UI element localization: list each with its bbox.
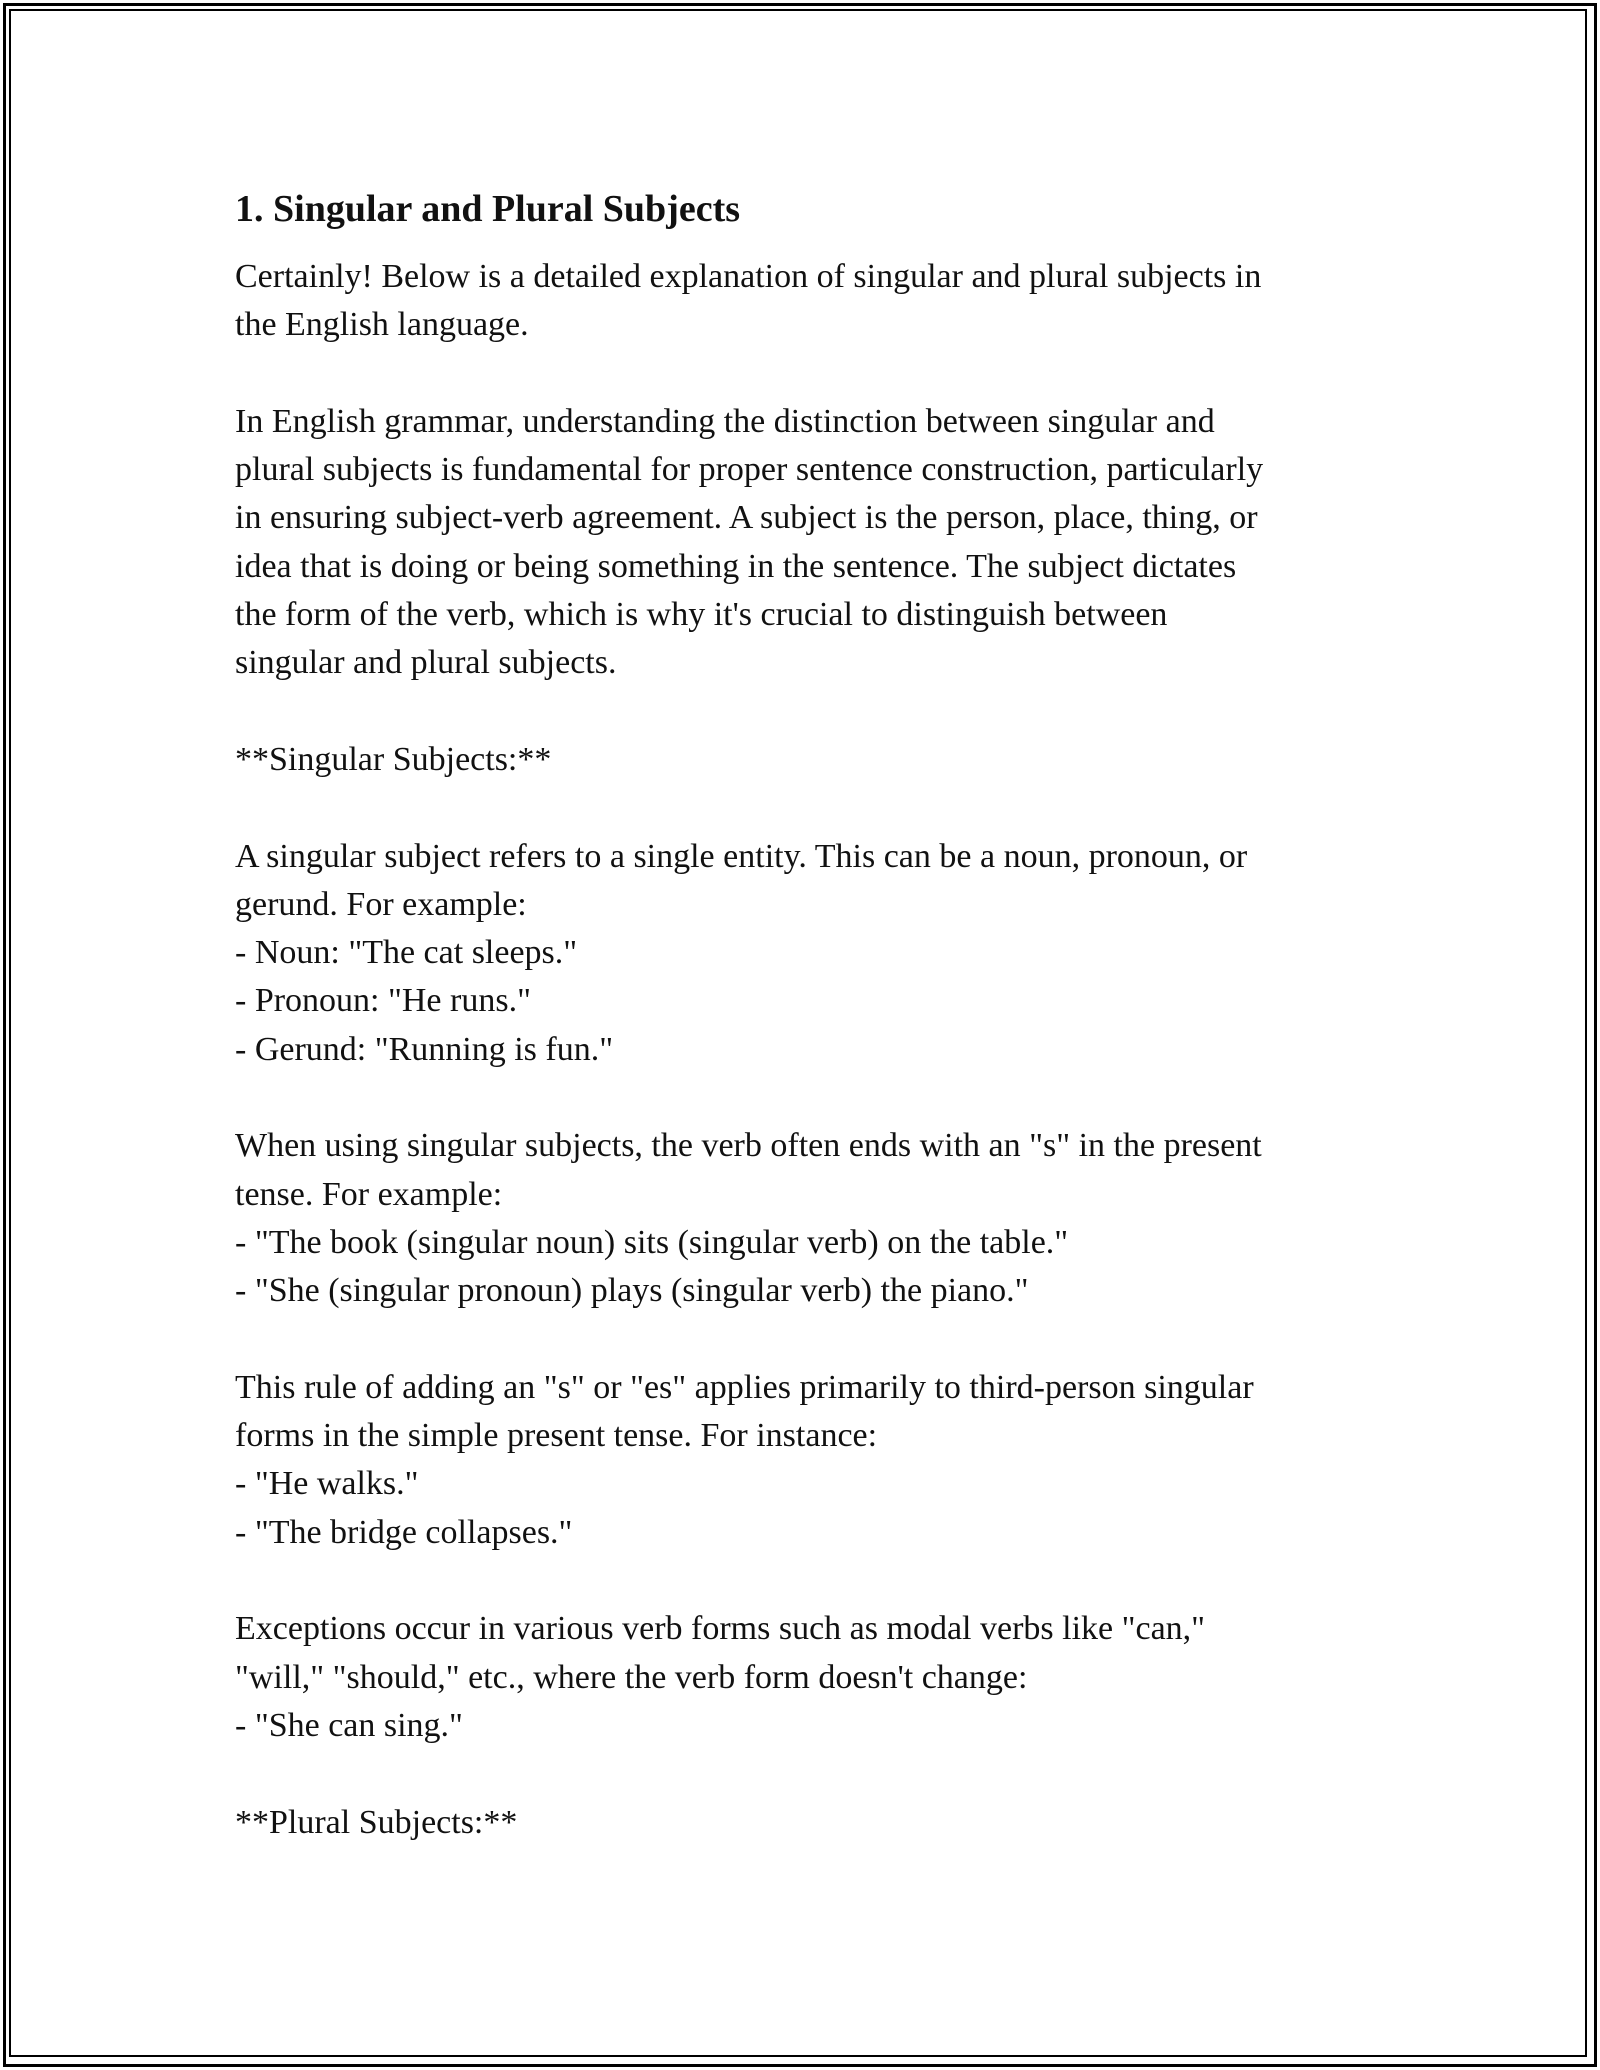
- text-line: in ensuring subject-verb agreement. A subject is the person, place, thing, or: [235, 499, 1258, 537]
- example-line: - Pronoun: "He runs.": [235, 982, 531, 1020]
- example-line: - Noun: "The cat sleeps.": [235, 934, 578, 972]
- text-line: A singular subject refers to a single entity. This can be a noun, pronoun, or: [235, 837, 1248, 875]
- text-line: This rule of adding an "s" or "es" applies primarily to third-person singular: [235, 1368, 1254, 1406]
- text-line: gerund. For example:: [235, 885, 527, 923]
- text-line: "will," "should," etc., where the verb form doesn't change:: [235, 1658, 1028, 1696]
- example-line: - "She can sing.": [235, 1706, 463, 1744]
- grammar-paragraph: [235, 398, 1355, 688]
- intro-paragraph: [235, 253, 1355, 350]
- text-line: **Plural Subjects:**: [235, 1803, 518, 1841]
- exceptions-paragraph: [235, 1605, 1355, 1750]
- text-line: idea that is doing or being something in the sentence. The subject dictates: [235, 547, 1237, 585]
- text-line: In English grammar, understanding the distinction between singular and: [235, 402, 1215, 440]
- third-person-rule-paragraph: [235, 1364, 1355, 1557]
- singular-definition-paragraph: [235, 833, 1355, 1074]
- example-line: - "The bridge collapses.": [235, 1513, 573, 1551]
- example-line: - "He walks.": [235, 1465, 419, 1503]
- section-heading: 1. Singular and Plural Subjects: [235, 188, 741, 230]
- plural-subheading: [235, 1799, 1355, 1847]
- example-line: - "The book (singular noun) sits (singular verb) on the table.": [235, 1223, 1069, 1261]
- text-line: Certainly! Below is a detailed explanation of singular and plural subjects in: [235, 258, 1262, 295]
- text-line: the English language.: [235, 306, 529, 344]
- text-line: **Singular Subjects:**: [235, 740, 552, 778]
- example-line: - Gerund: "Running is fun.": [235, 1030, 614, 1068]
- text-line: tense. For example:: [235, 1175, 503, 1213]
- text-line: Exceptions occur in various verb forms such as modal verbs like "can,": [235, 1610, 1206, 1648]
- text-line: the form of the verb, which is why it's crucial to distinguish between: [235, 596, 1168, 634]
- document-body: [235, 185, 1355, 1847]
- text-line: singular and plural subjects.: [235, 644, 617, 682]
- text-line: plural subjects is fundamental for proper sentence construction, particularly: [235, 451, 1264, 489]
- singular-subheading: [235, 736, 1355, 784]
- text-line: forms in the simple present tense. For instance:: [235, 1417, 878, 1455]
- example-line: - "She (singular pronoun) plays (singular verb) the piano.": [235, 1272, 1029, 1310]
- singular-verb-paragraph: [235, 1122, 1355, 1315]
- text-line: When using singular subjects, the verb often ends with an "s" in the present: [235, 1127, 1262, 1165]
